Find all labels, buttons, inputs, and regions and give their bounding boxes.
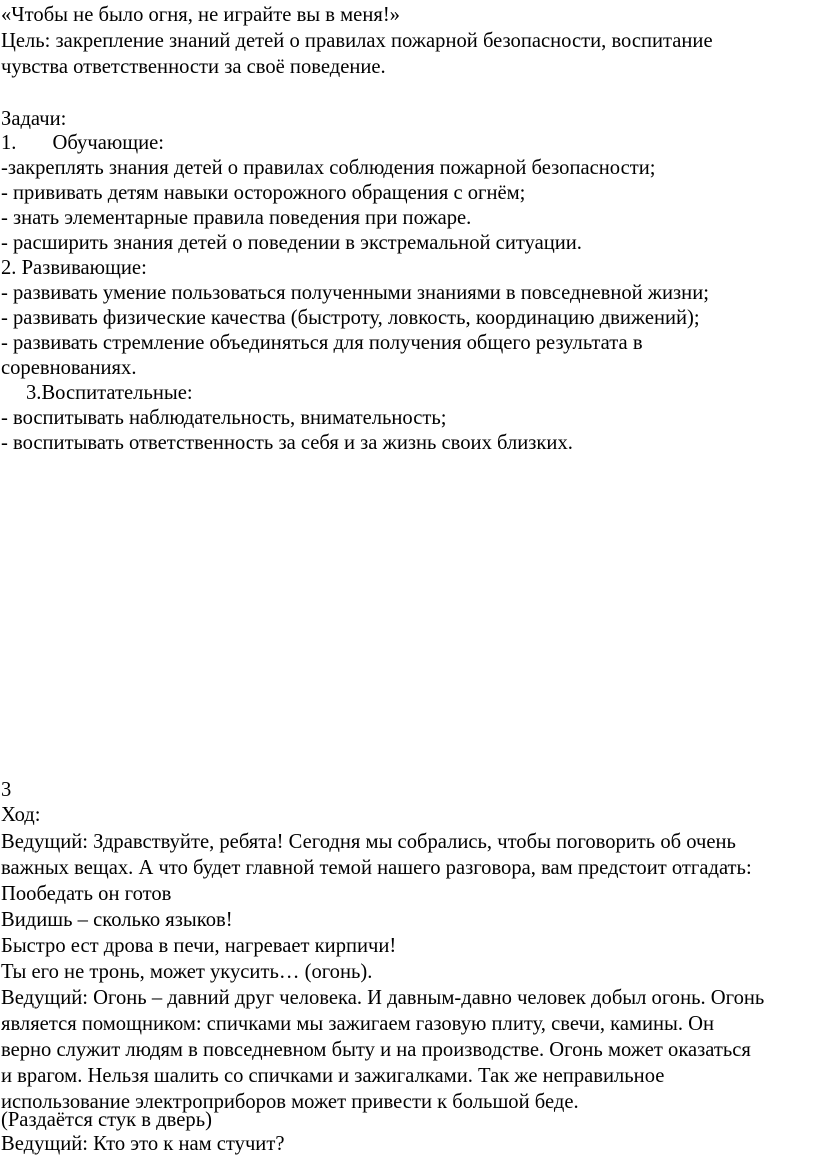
section-teaching-heading: 1. Обучающие:	[1, 132, 164, 154]
developing-item-2: - развивать физические качества (быстроту, ловкость, координацию движений);	[1, 307, 700, 329]
host-greeting-1: Ведущий: Здравствуйте, ребята! Сегодня мы собрались, чтобы поговорить об очень	[1, 831, 736, 853]
riddle-line-2: Видишь – сколько языков!	[1, 909, 233, 931]
host-fire-line-3: верно служит людям в повседневном быту и на производстве. Огонь может оказаться	[1, 1039, 751, 1061]
section-developing-heading: 2. Развивающие:	[1, 257, 147, 279]
stage-direction: (Раздаётся стук в дверь)	[1, 1109, 212, 1131]
developing-item-1: - развивать умение пользоваться полученными знаниями в повседневной жизни;	[1, 282, 709, 304]
section-upbringing-heading: 3.Воспитательные:	[26, 382, 193, 404]
goal-line-2: чувства ответственности за своё поведение.	[1, 56, 386, 78]
upbringing-item-2: - воспитывать ответственность за себя и за жизнь своих близких.	[1, 432, 573, 454]
riddle-line-1: Пообедать он готов	[1, 883, 172, 905]
riddle-line-4: Ты его не тронь, может укусить… (огонь).	[1, 961, 373, 983]
developing-item-3-cont: соревнованиях.	[1, 357, 137, 379]
goal-line-1: Цель: закрепление знаний детей о правилах пожарной безопасности, воспитание	[1, 30, 713, 52]
host-fire-line-1: Ведущий: Огонь – давний друг человека. И давным-давно человек добыл огонь. Огонь	[1, 987, 765, 1009]
host-greeting-2: важных вещах. А что будет главной темой нашего разговора, вам предстоит отгадать:	[1, 857, 752, 879]
host-fire-line-4: и врагом. Нельзя шалить со спичками и зажигалками. Так же неправильное	[1, 1065, 665, 1087]
teaching-item-4: - расширить знания детей о поведении в экстремальной ситуации.	[1, 232, 582, 254]
teaching-item-2: - прививать детям навыки осторожного обращения с огнём;	[1, 182, 526, 204]
riddle-line-3: Быстро ест дрова в печи, нагревает кирпичи!	[1, 935, 397, 957]
teaching-item-1: -закреплять знания детей о правилах соблюдения пожарной безопасности;	[1, 157, 656, 179]
tasks-heading: Задачи:	[1, 108, 67, 130]
developing-item-3: - развивать стремление объединяться для получения общего результата в	[1, 332, 643, 354]
host-fire-line-5: использование электроприборов может привести к большой беде.	[1, 1091, 579, 1113]
host-fire-line-2: является помощником: спичками мы зажигаем газовую плиту, свечи, камины. Он	[1, 1013, 715, 1035]
page-number: 3	[1, 779, 12, 801]
upbringing-item-1: - воспитывать наблюдательность, внимательность;	[1, 407, 447, 429]
procedure-heading: Ход:	[1, 804, 41, 826]
teaching-item-3: - знать элементарные правила поведения при пожаре.	[1, 207, 472, 229]
host-question: Ведущий: Кто это к нам стучит?	[1, 1133, 285, 1155]
document-title: «Чтобы не было огня, не играйте вы в меня!»	[1, 4, 400, 26]
